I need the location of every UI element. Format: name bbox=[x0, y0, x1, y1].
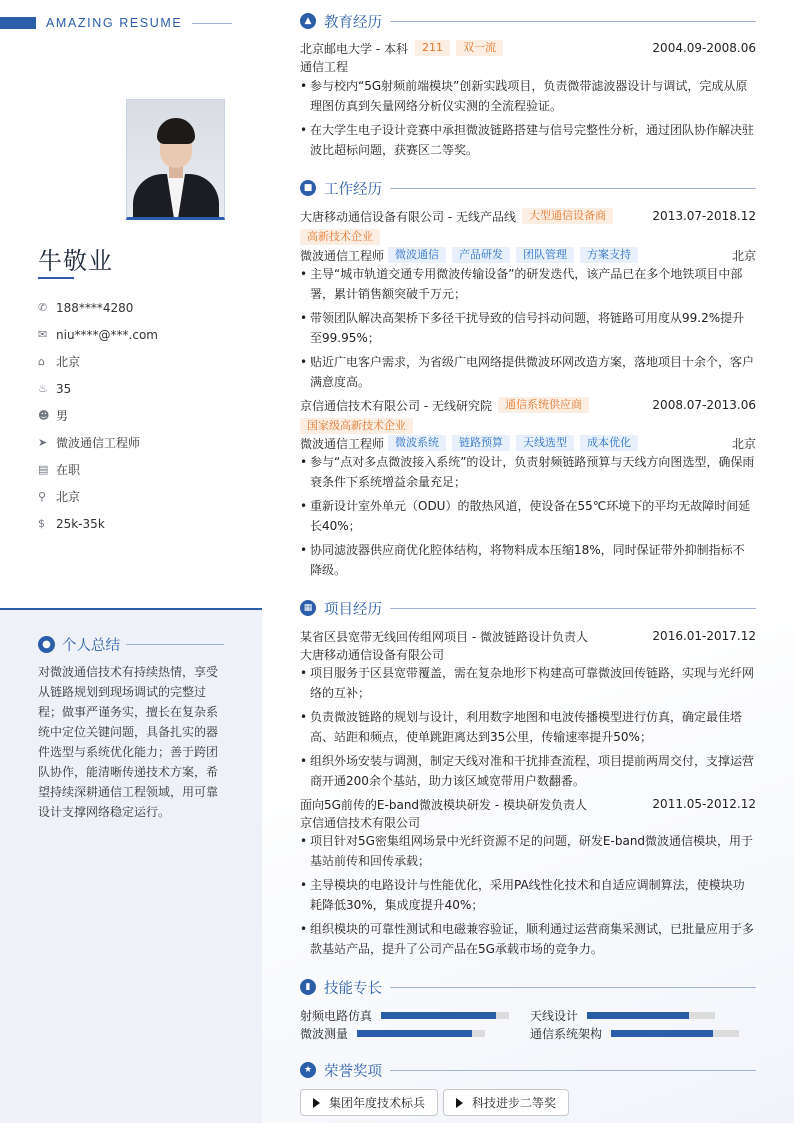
heading-line bbox=[390, 188, 756, 189]
project-header bbox=[300, 795, 756, 813]
school-tag: 211 bbox=[415, 40, 450, 56]
skill-name: 通信系统架构 bbox=[530, 1026, 603, 1041]
summary-heading bbox=[38, 634, 224, 655]
company-name: 京信通信技术有限公司 - 无线研究院 bbox=[300, 398, 492, 413]
user-icon: ● bbox=[38, 636, 55, 653]
list-item: • 贴近广电客户需求，为省级广电网络提供微波环网改造方案，落地项目十余个，客户满意度高。 bbox=[300, 352, 756, 392]
skill-bar-fill bbox=[611, 1030, 713, 1037]
job-bullets bbox=[300, 452, 756, 584]
info-location bbox=[38, 483, 248, 510]
skills-heading bbox=[300, 978, 756, 996]
info-email bbox=[38, 321, 248, 348]
skill-item bbox=[530, 1007, 715, 1023]
info-value: 25k-35k bbox=[56, 516, 105, 531]
list-item: • 项目服务于区县宽带覆盖，需在复杂地形下构建高可靠微波回传链路，实现与光纤网络的互补； bbox=[300, 663, 756, 703]
job-period: 2013.07-2018.12 bbox=[652, 209, 756, 223]
job-tag-row bbox=[300, 228, 756, 246]
brand-bar bbox=[0, 17, 36, 29]
info-phone bbox=[38, 294, 248, 321]
list-item: • 参与“点对多点微波接入系统”的设计，负责射频链路预算与天线方向图选型，确保雨衰条件下系统增益余量充足； bbox=[300, 452, 756, 492]
skill-item bbox=[300, 1025, 485, 1041]
skill-name: 射频电路仿真 bbox=[300, 1008, 373, 1023]
brand-line bbox=[192, 23, 232, 24]
home-icon: ⌂ bbox=[38, 355, 45, 368]
mail-icon: ✉ bbox=[38, 328, 48, 341]
summary-title: 个人总结 bbox=[62, 638, 120, 654]
project-name: 面向5G前传的E-band微波模块研发 - 模块研发负责人 bbox=[300, 797, 587, 812]
skill-bar-fill bbox=[357, 1030, 472, 1037]
brand-header bbox=[0, 16, 232, 30]
job-header bbox=[300, 396, 756, 414]
role-tag: 产品研发 bbox=[452, 247, 510, 263]
project-name: 某省区县宽带无线回传组网项目 - 微波链路设计负责人 bbox=[300, 629, 588, 644]
skills-title: 技能专长 bbox=[324, 980, 382, 997]
education-row bbox=[300, 39, 756, 57]
company-name: 大唐移动通信设备有限公司 - 无线产品线 bbox=[300, 209, 516, 224]
info-salary bbox=[38, 510, 248, 537]
name-underline bbox=[38, 277, 74, 279]
brand-text: AMAZING RESUME bbox=[46, 16, 183, 30]
list-item: • 主导模块的电路设计与性能优化，采用PA线性化技术和自适应调制算法，使模块功耗降低30%，集成度提升40%； bbox=[300, 875, 756, 915]
list-item: • 协同滤波器供应商优化腔体结构，将物料成本压缩18%，同时保证带外抑制指标不降级。 bbox=[300, 540, 756, 580]
info-value: 北京 bbox=[56, 355, 81, 369]
list-item: • 主导“城市轨道交通专用微波传输设备”的研发迭代，该产品已在多个地铁项目中部署，累计销售额突破千万元； bbox=[300, 264, 756, 304]
award-label: 科技进步二等奖 bbox=[472, 1096, 557, 1110]
role-tag: 天线选型 bbox=[516, 435, 574, 451]
project-org: 京信通信技术有限公司 bbox=[300, 815, 421, 830]
info-value: niu****@***.com bbox=[56, 327, 158, 342]
briefcase-icon: ■ bbox=[300, 180, 316, 196]
job-header bbox=[300, 207, 756, 225]
heading-line bbox=[126, 644, 224, 645]
skill-item bbox=[300, 1007, 509, 1023]
job-role: 微波通信工程师 bbox=[300, 248, 385, 263]
role-tag: 团队管理 bbox=[516, 247, 574, 263]
education-title: 教育经历 bbox=[324, 14, 382, 31]
info-value: 188****4280 bbox=[56, 300, 134, 315]
info-value: 微波通信工程师 bbox=[56, 436, 141, 450]
location-icon: ⚲ bbox=[38, 490, 47, 503]
bar-chart-icon: ▮ bbox=[300, 979, 316, 995]
phone-icon: ✆ bbox=[38, 301, 48, 314]
project-org-row bbox=[300, 813, 756, 831]
projects-title: 项目经历 bbox=[324, 601, 382, 618]
play-icon bbox=[313, 1098, 320, 1108]
skill-bar bbox=[357, 1030, 485, 1037]
info-position bbox=[38, 429, 248, 456]
graduation-cap-icon: ▲ bbox=[300, 13, 316, 29]
major-row bbox=[300, 57, 756, 75]
job-city: 北京 bbox=[731, 248, 756, 263]
award-label: 集团年度技术标兵 bbox=[329, 1096, 426, 1110]
info-value: 北京 bbox=[56, 490, 81, 504]
project-org-row bbox=[300, 645, 756, 663]
education-bullets bbox=[300, 76, 756, 164]
job-period: 2008.07-2013.06 bbox=[652, 398, 756, 412]
heading-line bbox=[390, 1070, 756, 1071]
company-tag: 国家级高新技术企业 bbox=[300, 418, 413, 434]
money-icon: $ bbox=[38, 517, 45, 530]
work-heading bbox=[300, 179, 756, 197]
company-tag: 大型通信设备商 bbox=[522, 208, 613, 224]
project-bullets bbox=[300, 831, 756, 963]
list-item: • 组织模块的可靠性测试和电磁兼容验证，顺利通过运营商集采测试，已批量应用于多款基站产品，提升了公司产品在5G承载市场的竞争力。 bbox=[300, 919, 756, 959]
info-value: 在职 bbox=[56, 463, 81, 477]
projects-heading bbox=[300, 599, 756, 617]
education-heading bbox=[300, 12, 756, 30]
profile-photo bbox=[126, 99, 225, 220]
project-header bbox=[300, 627, 756, 645]
company-tag: 高新技术企业 bbox=[300, 229, 380, 245]
company-tag: 通信系统供应商 bbox=[498, 397, 589, 413]
project-period: 2011.05-2012.12 bbox=[652, 797, 756, 811]
skill-name: 微波测量 bbox=[300, 1026, 349, 1041]
role-tag: 链路预算 bbox=[452, 435, 510, 451]
education-period: 2004.09-2008.06 bbox=[652, 41, 756, 55]
job-bullets bbox=[300, 264, 756, 396]
awards-title: 荣誉奖项 bbox=[324, 1063, 382, 1080]
job-role: 微波通信工程师 bbox=[300, 436, 385, 451]
info-residence bbox=[38, 348, 248, 375]
list-item: • 带领团队解决高架桥下多径干扰导致的信号抖动问题，将链路可用度从99.2%提升至99.95%； bbox=[300, 308, 756, 348]
job-city: 北京 bbox=[731, 436, 756, 451]
role-tag: 微波系统 bbox=[388, 435, 446, 451]
play-icon bbox=[456, 1098, 463, 1108]
list-item: • 组织外场安装与调测，制定天线对准和干扰排查流程，项目提前两周交付，支撑运营商开通200余个基站，助力该区域宽带用户数翻番。 bbox=[300, 751, 756, 791]
job-role-row bbox=[300, 434, 756, 452]
skill-name: 天线设计 bbox=[530, 1008, 579, 1023]
briefcase-icon: ▤ bbox=[38, 463, 49, 476]
list-item: • 参与校内“5G射频前端模块”创新实践项目，负责微带滤波器设计与调试，完成从原理图仿真到矢量网络分析仪实测的全流程验证。 bbox=[300, 76, 756, 116]
list-item: • 项目针对5G密集组网场景中光纤资源不足的问题，研发E-band微波通信模块，用于基站前传和回传承载； bbox=[300, 831, 756, 871]
profile-name: 牛敬业 bbox=[38, 247, 113, 275]
skill-bar bbox=[587, 1012, 715, 1019]
role-tag: 方案支持 bbox=[580, 247, 638, 263]
grid-icon: ▦ bbox=[300, 600, 316, 616]
skill-bar bbox=[381, 1012, 509, 1019]
face-icon: ☻ bbox=[38, 409, 50, 422]
awards-heading bbox=[300, 1061, 756, 1079]
info-value: 男 bbox=[56, 409, 69, 423]
info-age bbox=[38, 375, 248, 402]
skill-bar-fill bbox=[587, 1012, 689, 1019]
project-bullets bbox=[300, 663, 756, 795]
role-tag: 成本优化 bbox=[580, 435, 638, 451]
heading-line bbox=[390, 21, 756, 22]
info-gender bbox=[38, 402, 248, 429]
work-title: 工作经历 bbox=[324, 181, 382, 198]
skill-bar bbox=[611, 1030, 739, 1037]
list-item: • 负责微波链路的规划与设计，利用数字地图和电波传播模型进行仿真，确定最佳塔高、站距和频点，使单跳距离达到35公里，传输速率提升50%； bbox=[300, 707, 756, 747]
award-chip bbox=[443, 1089, 569, 1116]
job-tag-row bbox=[300, 417, 756, 435]
info-status bbox=[38, 456, 248, 483]
project-org: 大唐移动通信设备有限公司 bbox=[300, 647, 445, 662]
award-chip bbox=[300, 1089, 438, 1116]
major: 通信工程 bbox=[300, 59, 349, 74]
list-item: • 重新设计室外单元（ODU）的散热风道，使设备在55℃环境下的平均无故障时间延长40%； bbox=[300, 496, 756, 536]
contact-info-list bbox=[38, 294, 248, 537]
skill-item bbox=[530, 1025, 739, 1041]
heading-line bbox=[390, 608, 756, 609]
skill-bar-fill bbox=[381, 1012, 496, 1019]
role-tag: 微波通信 bbox=[388, 247, 446, 263]
school-name: 北京邮电大学 - 本科 bbox=[300, 41, 408, 56]
summary-text: 对微波通信技术有持续热情，享受从链路规划到现场调试的完整过程；做事严谨务实，擅长在复杂系统中定位关键问题，具备扎实的器件选型与系统优化能力；善于跨团队协作，能清晰传递技术方案，希望持续深耕通信工程领域，用可靠设计支撑网络稳定运行。 bbox=[38, 665, 219, 819]
school-tag: 双一流 bbox=[456, 40, 503, 56]
awards-list bbox=[300, 1089, 574, 1116]
heading-line bbox=[390, 987, 756, 988]
award-icon: ★ bbox=[300, 1062, 316, 1078]
job-role-row bbox=[300, 246, 756, 264]
list-item: • 在大学生电子设计竞赛中承担微波链路搭建与信号完整性分析，通过团队协作解决驻波比超标问题，获赛区二等奖。 bbox=[300, 120, 756, 160]
info-value: 35 bbox=[56, 381, 72, 396]
project-period: 2016.01-2017.12 bbox=[652, 629, 756, 643]
send-icon: ➤ bbox=[38, 436, 48, 449]
cake-icon: ♨ bbox=[38, 382, 48, 395]
